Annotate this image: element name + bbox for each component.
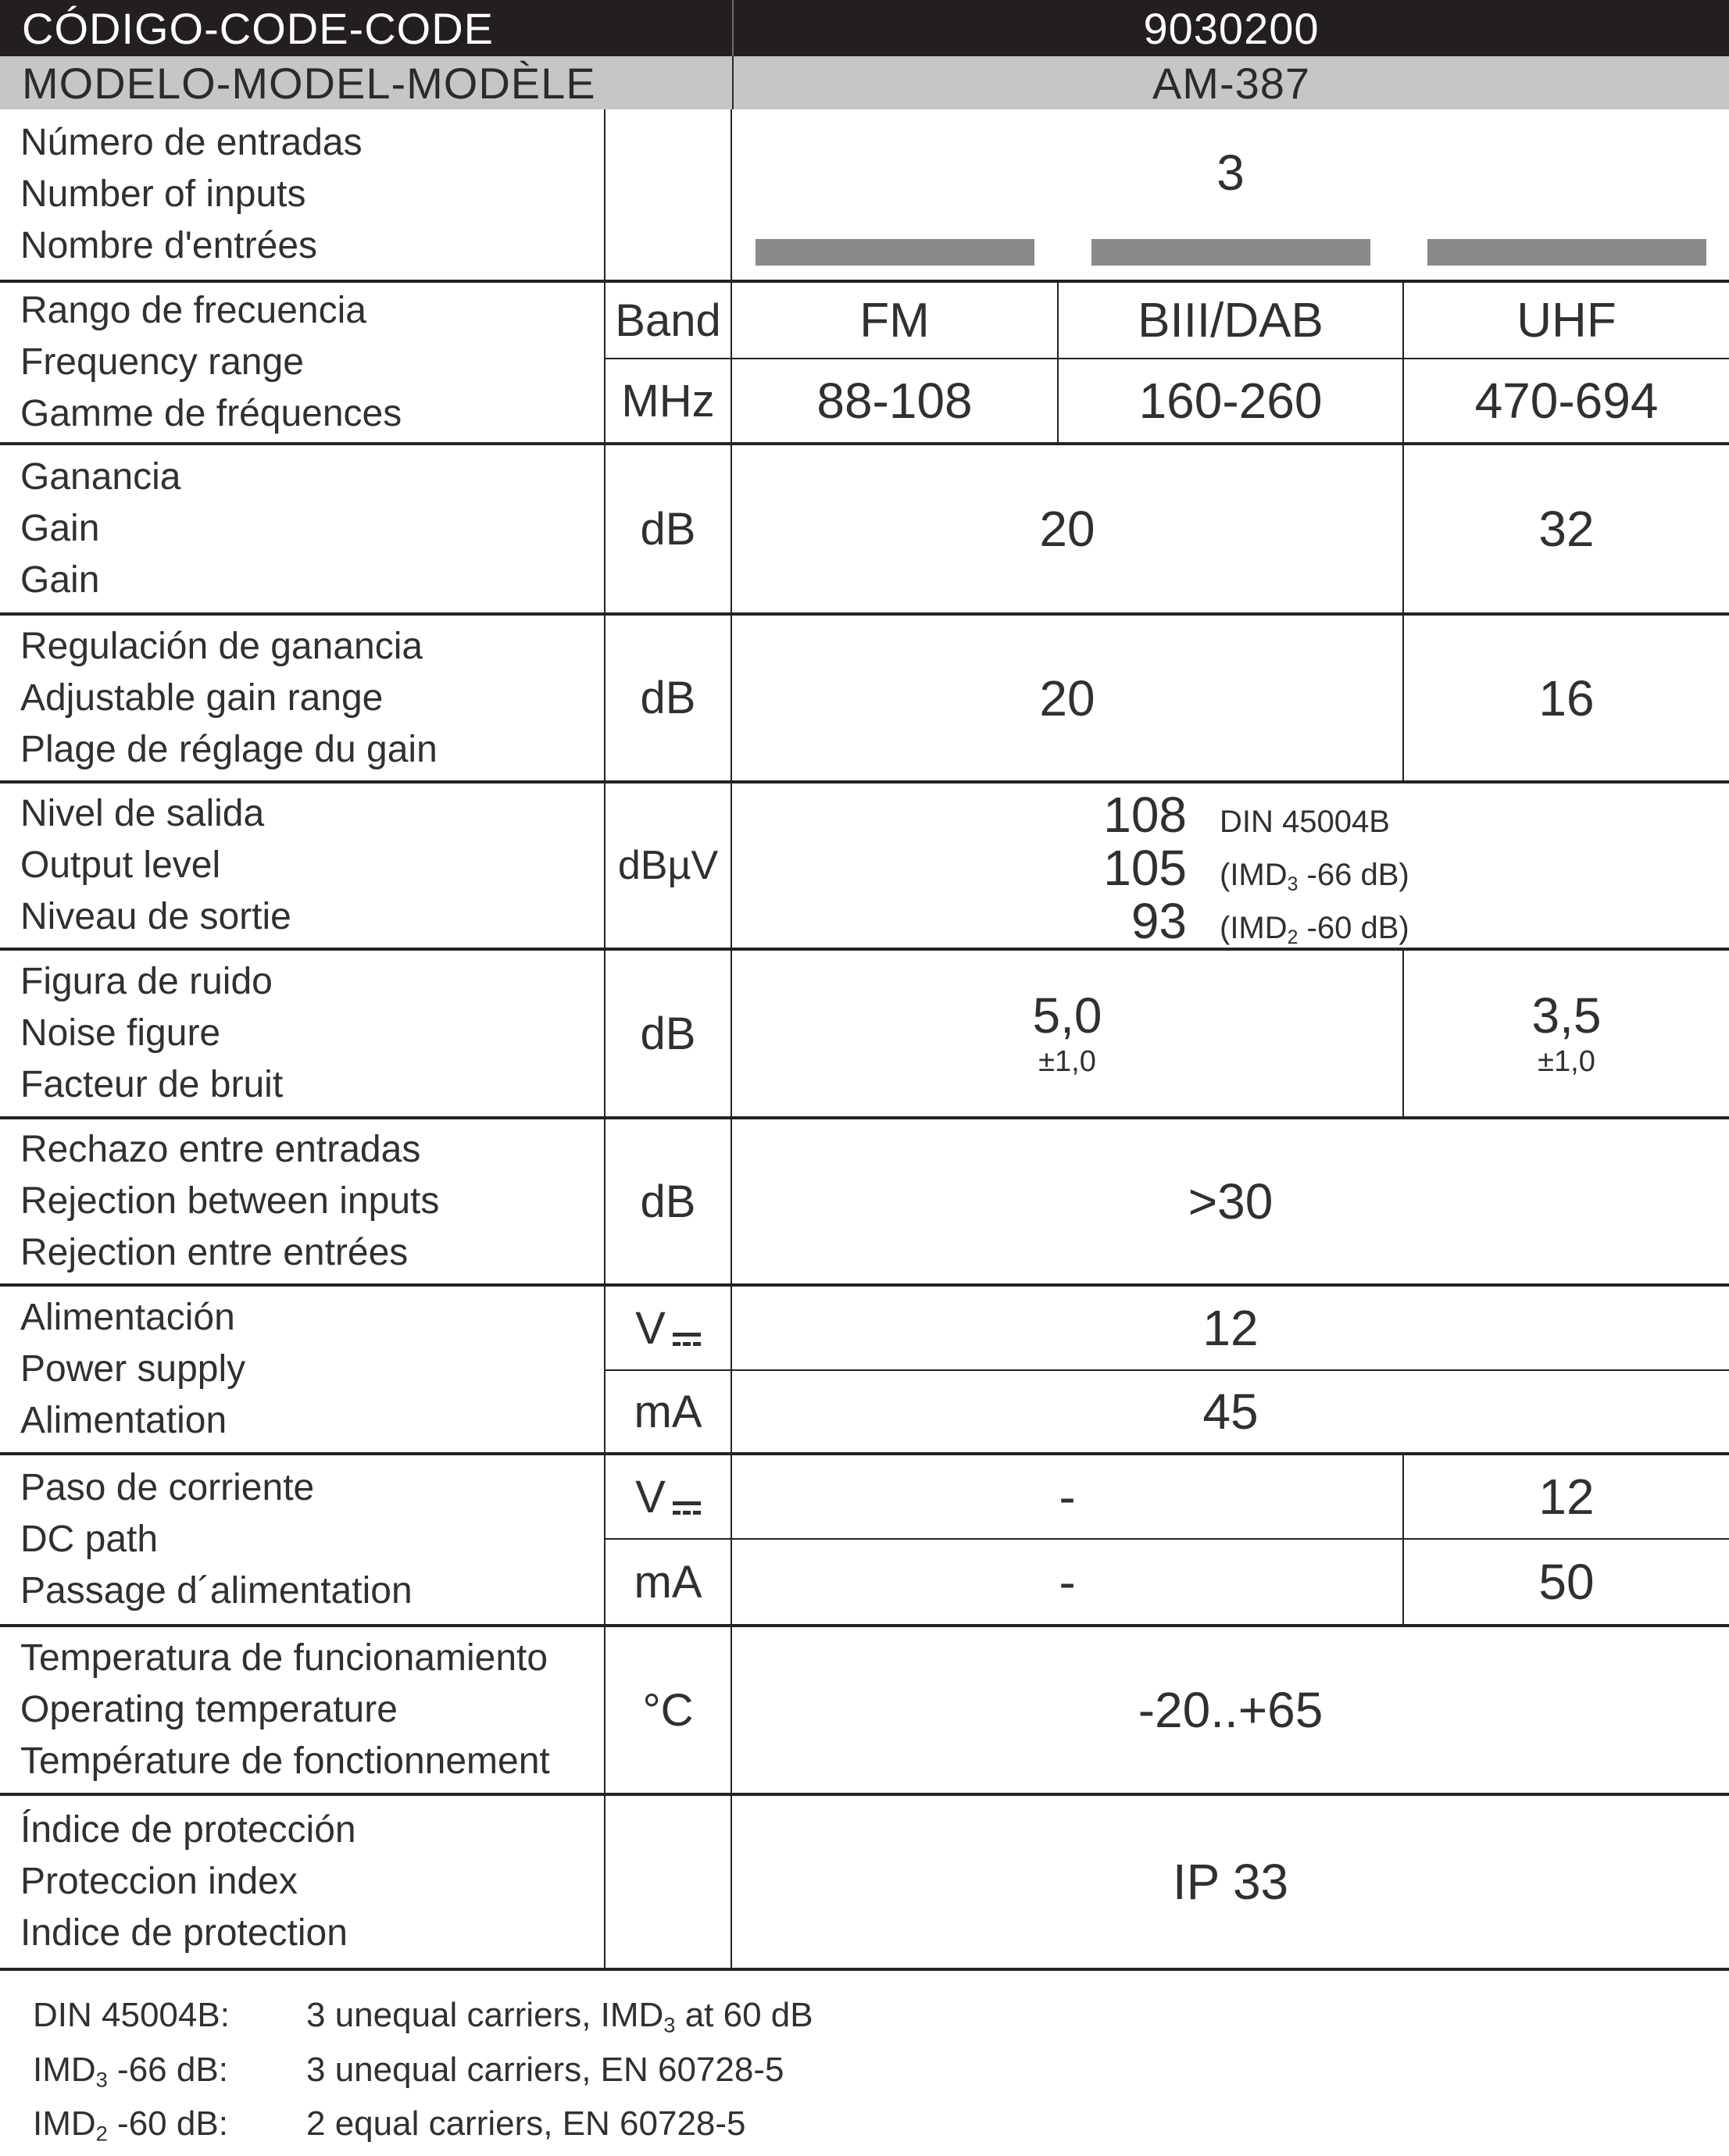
unit-cell-empty bbox=[606, 1796, 732, 1968]
footnote-subscript: 2 bbox=[95, 2121, 108, 2146]
footnote bbox=[33, 2047, 1729, 2102]
adjustable-gain-vhf-value: 20 bbox=[1039, 669, 1095, 726]
note-text: (IMD bbox=[1220, 858, 1288, 892]
spec-label bbox=[0, 283, 606, 442]
gain-vhf-value: 20 bbox=[1039, 501, 1095, 557]
rejection-unit: dB bbox=[606, 1119, 732, 1283]
frequency-values bbox=[732, 283, 1729, 442]
protection-value: IP 33 bbox=[1172, 1854, 1289, 1910]
footnote-term bbox=[33, 2047, 306, 2102]
footnote-subscript: 3 bbox=[95, 2067, 108, 2092]
frequency-unit-cell bbox=[606, 283, 732, 442]
dc-voltage-vhf: - bbox=[1059, 1469, 1076, 1525]
footnote bbox=[33, 2101, 1729, 2156]
power-current-subrow bbox=[606, 1371, 1729, 1452]
power-subrows bbox=[606, 1287, 1729, 1452]
row-output-level bbox=[0, 784, 1729, 951]
spec-label bbox=[0, 1287, 606, 1452]
range-fm: 88-108 bbox=[816, 373, 973, 429]
footnote-subscript: 3 bbox=[663, 2012, 676, 2037]
label-line-fr: Plage de réglage du gain bbox=[20, 728, 438, 770]
label-line-es: Figura de ruido bbox=[20, 961, 273, 1002]
inputs-count: 3 bbox=[1216, 145, 1245, 201]
spec-label bbox=[0, 1119, 606, 1283]
power-voltage-subrow bbox=[606, 1287, 1729, 1371]
output-level-entry bbox=[732, 786, 1729, 843]
spec-label bbox=[0, 1627, 606, 1793]
spec-label bbox=[0, 1796, 606, 1968]
label-line-es: Rechazo entre entradas bbox=[20, 1129, 421, 1170]
label-line-es: Temperatura de funcionamiento bbox=[20, 1637, 548, 1679]
code-value: 9030200 bbox=[732, 0, 1729, 56]
footnote-definition bbox=[306, 1993, 813, 2047]
output-level-values bbox=[732, 784, 1729, 948]
footnote-definition bbox=[306, 2047, 784, 2102]
dc-voltage-subrow bbox=[606, 1455, 1729, 1540]
label-line-fr: Indice de protection bbox=[20, 1912, 348, 1954]
row-noise-figure bbox=[0, 951, 1729, 1119]
output-level-note bbox=[1220, 858, 1409, 896]
note-text: -60 dB) bbox=[1298, 911, 1409, 945]
footnote-text: -66 dB: bbox=[107, 2050, 228, 2089]
label-line-fr: Niveau de sortie bbox=[20, 896, 291, 937]
label-line-en: Rejection between inputs bbox=[20, 1180, 440, 1222]
model-label: MODELO-MODEL-MODÈLE bbox=[22, 58, 596, 108]
row-rejection bbox=[0, 1119, 1729, 1287]
spec-label bbox=[0, 951, 606, 1116]
row-number-of-inputs bbox=[0, 109, 1729, 283]
note-subscript: 2 bbox=[1287, 926, 1299, 948]
footnote bbox=[33, 1993, 1729, 2047]
current-unit: mA bbox=[606, 1540, 732, 1624]
label-line-es: Ganancia bbox=[20, 456, 181, 498]
voltage-unit-letter: V bbox=[635, 1471, 666, 1522]
footnote-text: at 60 dB bbox=[675, 1996, 813, 2034]
power-voltage-value: 12 bbox=[1202, 1300, 1259, 1356]
footnote-definition bbox=[306, 2101, 746, 2156]
noise-unit: dB bbox=[606, 951, 732, 1116]
label-line-en: Power supply bbox=[20, 1348, 246, 1390]
temperature-value: -20..+65 bbox=[1138, 1682, 1324, 1738]
footnote-text: DIN 45004B: bbox=[33, 1996, 230, 2034]
uhf-column bbox=[1402, 283, 1729, 442]
label-line-fr: Gain bbox=[20, 559, 100, 601]
voltage-unit-letter: V bbox=[635, 1302, 666, 1354]
label-line-es: Alimentación bbox=[20, 1297, 235, 1338]
footnote-term bbox=[33, 2101, 306, 2156]
band-name-fm: FM bbox=[732, 283, 1057, 359]
biii-column bbox=[1057, 283, 1402, 442]
gain-uhf-value: 32 bbox=[1402, 445, 1729, 612]
dc-current-vhf: - bbox=[1059, 1554, 1076, 1610]
label-line-fr: Facteur de bruit bbox=[20, 1064, 284, 1105]
model-header-row bbox=[0, 56, 1729, 109]
output-level-unit: dBµV bbox=[606, 784, 732, 948]
output-level-value: 93 bbox=[1131, 893, 1187, 949]
band-name-uhf: UHF bbox=[1404, 283, 1729, 359]
label-line-en: DC path bbox=[20, 1519, 159, 1560]
output-level-value: 108 bbox=[1103, 787, 1187, 843]
label-line-fr: Température de fonctionnement bbox=[20, 1740, 550, 1782]
noise-vhf-tolerance: ±1,0 bbox=[1038, 1045, 1096, 1078]
label-line-fr: Rejection entre entrées bbox=[20, 1232, 409, 1273]
note-text: -66 dB) bbox=[1298, 858, 1409, 892]
gain-unit: dB bbox=[606, 445, 732, 612]
footnote-text: IMD bbox=[33, 2050, 96, 2089]
current-unit: mA bbox=[606, 1371, 732, 1452]
mhz-unit-label: MHz bbox=[621, 375, 715, 427]
label-line-es: Número de entradas bbox=[20, 122, 363, 163]
label-line-en: Adjustable gain range bbox=[20, 676, 384, 719]
band-bar-biii bbox=[1091, 239, 1370, 266]
temperature-unit: °C bbox=[606, 1627, 732, 1793]
label-line-en: Proteccion index bbox=[20, 1861, 298, 1902]
noise-uhf-tolerance: ±1,0 bbox=[1538, 1045, 1595, 1078]
spec-label bbox=[0, 1455, 606, 1624]
code-label: CÓDIGO-CODE-CODE bbox=[22, 3, 494, 53]
footnote-text: 3 unequal carriers, EN 60728-5 bbox=[306, 2050, 784, 2089]
label-line-fr: Alimentation bbox=[20, 1400, 227, 1441]
spec-label bbox=[0, 616, 606, 780]
dc-current-uhf: 50 bbox=[1402, 1540, 1729, 1624]
label-line-en: Noise figure bbox=[20, 1012, 221, 1054]
adjustable-gain-values bbox=[732, 616, 1729, 780]
spec-label bbox=[0, 784, 606, 948]
rejection-value: >30 bbox=[1188, 1173, 1274, 1230]
gain-values bbox=[732, 445, 1729, 612]
band-unit-label: Band bbox=[606, 283, 731, 359]
row-protection-index bbox=[0, 1796, 1729, 1971]
label-line-es: Rango de frecuencia bbox=[20, 290, 366, 331]
fm-column bbox=[732, 283, 1057, 442]
label-line-fr: Gamme de fréquences bbox=[20, 393, 402, 434]
note-subscript: 3 bbox=[1287, 873, 1299, 895]
inputs-value-area bbox=[732, 109, 1729, 280]
range-uhf: 470-694 bbox=[1474, 373, 1659, 429]
output-level-note bbox=[1220, 805, 1390, 843]
dc-path-subrows bbox=[606, 1455, 1729, 1624]
power-current-value: 45 bbox=[1202, 1383, 1259, 1440]
note-text: DIN 45004B bbox=[1220, 805, 1390, 839]
note-text: (IMD bbox=[1220, 911, 1288, 945]
row-adjustable-gain bbox=[0, 616, 1729, 784]
code-header-row bbox=[0, 0, 1729, 56]
footnote-text: -60 dB: bbox=[107, 2104, 228, 2144]
noise-values bbox=[732, 951, 1729, 1116]
label-line-en: Operating temperature bbox=[20, 1689, 398, 1730]
dc-voltage-uhf: 12 bbox=[1402, 1455, 1729, 1538]
output-level-note bbox=[1220, 911, 1409, 949]
band-bar-uhf bbox=[1427, 239, 1706, 266]
label-line-en: Frequency range bbox=[20, 341, 304, 383]
noise-uhf-cell bbox=[1402, 951, 1729, 1116]
label-line-fr: Passage d´alimentation bbox=[20, 1570, 413, 1612]
label-line-es: Nivel de salida bbox=[20, 793, 265, 834]
spec-label bbox=[0, 109, 606, 280]
dc-current-subrow bbox=[606, 1540, 1729, 1624]
row-gain bbox=[0, 445, 1729, 616]
row-operating-temperature bbox=[0, 1627, 1729, 1796]
unit-cell-empty bbox=[606, 109, 732, 280]
label-line-en: Number of inputs bbox=[20, 173, 306, 215]
adjustable-gain-uhf-value: 16 bbox=[1402, 616, 1729, 780]
output-level-value: 105 bbox=[1103, 840, 1187, 896]
noise-vhf-value: 5,0 bbox=[1032, 987, 1102, 1044]
voltage-unit bbox=[606, 1455, 732, 1538]
noise-vhf-cell bbox=[732, 951, 1402, 1116]
label-line-es: Regulación de ganancia bbox=[20, 625, 423, 667]
output-level-entry bbox=[732, 839, 1729, 896]
footnote-text: 2 equal carriers, EN 60728-5 bbox=[306, 2104, 746, 2144]
model-value: AM-387 bbox=[732, 56, 1729, 109]
output-level-entry bbox=[732, 892, 1729, 949]
spec-label bbox=[0, 445, 606, 612]
footnotes bbox=[33, 1993, 1729, 2156]
label-line-es: Paso de corriente bbox=[20, 1467, 315, 1508]
row-dc-path bbox=[0, 1455, 1729, 1627]
voltage-unit bbox=[606, 1287, 732, 1369]
label-line-en: Output level bbox=[20, 844, 221, 886]
footnote-term bbox=[33, 1993, 306, 2047]
range-biii: 160-260 bbox=[1138, 373, 1323, 429]
adjustable-gain-unit: dB bbox=[606, 616, 732, 780]
footnote-text: IMD bbox=[33, 2104, 96, 2144]
label-line-fr: Nombre d'entrées bbox=[20, 225, 318, 266]
band-bar-fm bbox=[756, 239, 1034, 266]
row-frequency-range bbox=[0, 283, 1729, 445]
noise-uhf-value: 3,5 bbox=[1531, 987, 1602, 1044]
footnote-text: 3 unequal carriers, IMD bbox=[306, 1996, 664, 2034]
dc-symbol bbox=[673, 1333, 701, 1346]
band-name-biii: BIII/DAB bbox=[1059, 283, 1402, 359]
dc-symbol bbox=[673, 1501, 701, 1515]
label-line-en: Gain bbox=[20, 508, 100, 549]
label-line-es: Índice de protección bbox=[20, 1809, 356, 1851]
row-power-supply bbox=[0, 1287, 1729, 1455]
